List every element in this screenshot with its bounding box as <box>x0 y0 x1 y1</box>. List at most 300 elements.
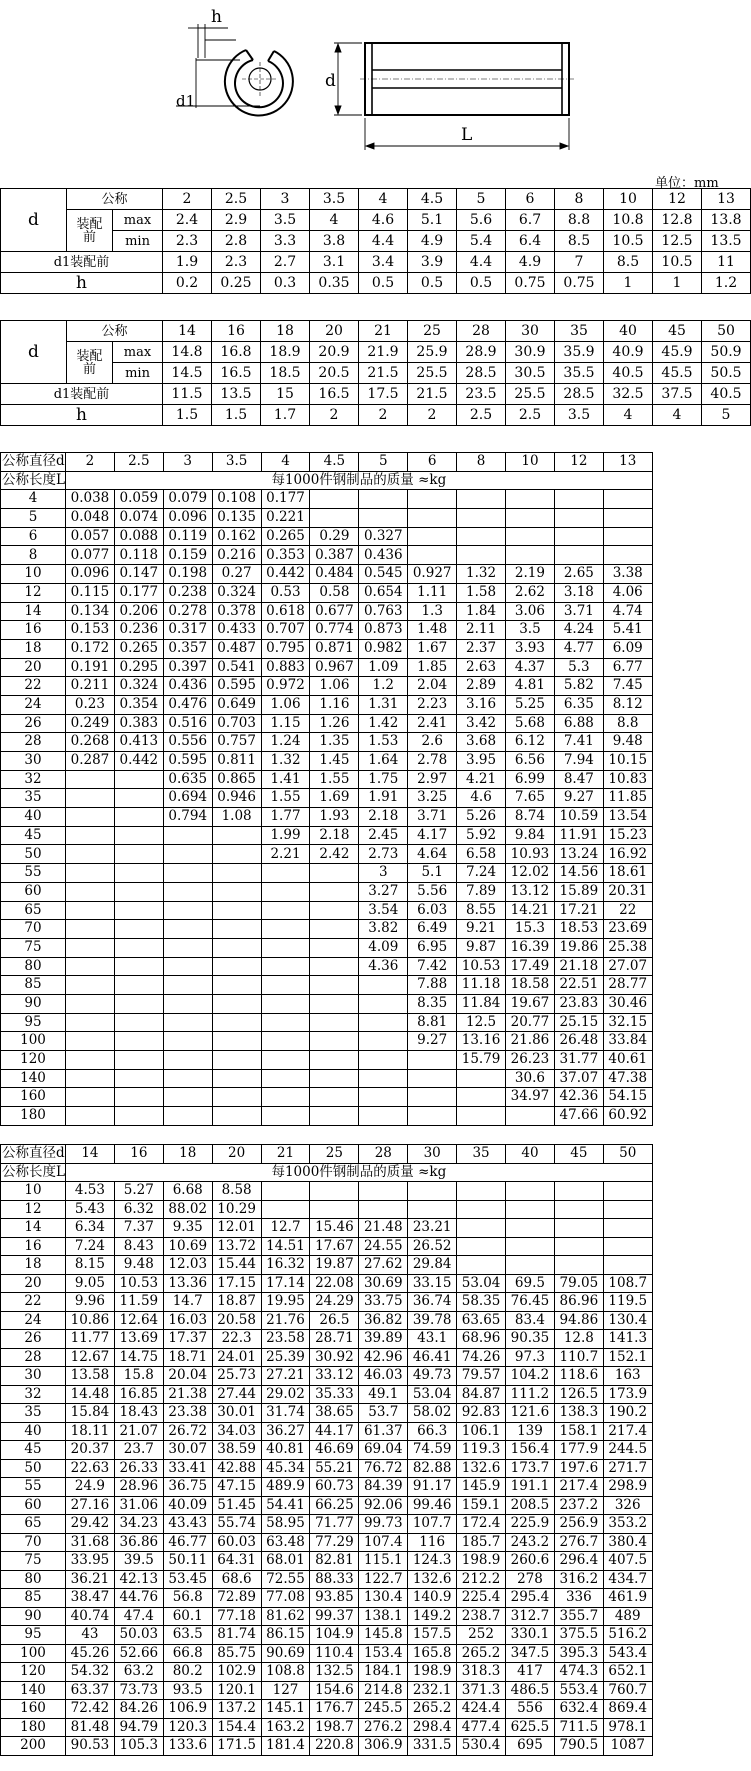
mass-cell: 60.92 <box>603 1107 652 1126</box>
mass-cell <box>554 509 603 528</box>
mass-cell: 15.46 <box>310 1219 359 1238</box>
mass-cell <box>163 1107 212 1126</box>
mass-cell <box>163 1013 212 1032</box>
mass-cell: 15.23 <box>603 826 652 845</box>
mass-cell: 10.15 <box>603 752 652 771</box>
mass-cell: 40.74 <box>66 1607 115 1626</box>
mass-cell: 296.4 <box>554 1552 603 1571</box>
mass-cell: 83.4 <box>506 1311 555 1330</box>
mass-cell: 13.72 <box>212 1237 261 1256</box>
mass-cell <box>603 490 652 509</box>
mass-cell: 0.354 <box>114 695 163 714</box>
label-h: h <box>211 7 222 27</box>
mass-cell <box>359 490 408 509</box>
mass-cell <box>212 1107 261 1126</box>
mass-cell: 19.87 <box>310 1256 359 1275</box>
mass-cell: 15.3 <box>506 920 555 939</box>
mass-cell: 1.53 <box>359 733 408 752</box>
nominal-value: 2.5 <box>212 189 261 210</box>
mass-cell <box>212 901 261 920</box>
mass-cell: 298.4 <box>408 1718 457 1737</box>
mass-cell <box>114 770 163 789</box>
length-cell: 20 <box>1 658 66 677</box>
length-cell: 16 <box>1 621 66 640</box>
table-row <box>1 695 653 714</box>
mass-cell: 33.15 <box>408 1274 457 1293</box>
mass-cell: 107.7 <box>408 1515 457 1534</box>
mass-cell: 6.34 <box>66 1219 115 1238</box>
mass-cell: 0.387 <box>310 546 359 565</box>
mass-cell: 0.927 <box>408 565 457 584</box>
mass-cell: 60.1 <box>163 1607 212 1626</box>
mass-cell: 84.26 <box>114 1700 163 1719</box>
table-row <box>1 1552 653 1571</box>
mass-cell: 18.58 <box>506 976 555 995</box>
mass-cell: 0.221 <box>261 509 310 528</box>
mass-cell <box>603 509 652 528</box>
mass-cell: 225.9 <box>506 1515 555 1534</box>
mass-cell <box>66 770 115 789</box>
mass-cell: 33.84 <box>603 1032 652 1051</box>
spec-table-2 <box>0 320 751 426</box>
mass-cell: 238.7 <box>457 1607 506 1626</box>
mass-cell: 8.35 <box>408 994 457 1013</box>
mass-cell: 19.67 <box>506 994 555 1013</box>
mass-cell <box>163 920 212 939</box>
h-value: 1.5 <box>212 405 261 426</box>
mass-cell <box>261 864 310 883</box>
mass-cell: 36.75 <box>163 1478 212 1497</box>
diameter-header: 40 <box>506 1145 555 1164</box>
mass-cell <box>212 1088 261 1107</box>
mass-cell <box>66 976 115 995</box>
h-value: 2.5 <box>457 405 506 426</box>
mass-cell <box>114 882 163 901</box>
mass-cell: 6.77 <box>603 658 652 677</box>
mass-cell: 217.4 <box>554 1478 603 1497</box>
mass-cell <box>506 1200 555 1219</box>
length-cell: 45 <box>1 1441 66 1460</box>
mass-cell <box>603 546 652 565</box>
table-row <box>1 882 653 901</box>
mass-cell: 0.53 <box>261 583 310 602</box>
mass-cell: 347.5 <box>506 1644 555 1663</box>
mass-cell: 46.41 <box>408 1348 457 1367</box>
mass-cell: 12.5 <box>457 1013 506 1032</box>
mass-cell: 72.89 <box>212 1589 261 1608</box>
mass-cell: 0.324 <box>212 583 261 602</box>
mass-cell <box>603 1219 652 1238</box>
mass-cell: 68.96 <box>457 1330 506 1349</box>
table-row <box>1 957 653 976</box>
mass-cell: 271.7 <box>603 1459 652 1478</box>
spec-row-max <box>1 342 751 363</box>
mass-cell <box>163 957 212 976</box>
mass-cell: 24.55 <box>359 1237 408 1256</box>
table-row <box>1 1404 653 1423</box>
mass-table-2 <box>0 1144 653 1756</box>
label-pre-assembly: 装配 前 <box>67 342 113 384</box>
table-row <box>1 1681 653 1700</box>
mass-cell: 477.4 <box>457 1718 506 1737</box>
length-cell: 22 <box>1 1293 66 1312</box>
diameter-header: 20 <box>212 1145 261 1164</box>
mass-cell <box>163 1088 212 1107</box>
mass-cell: 7.37 <box>114 1219 163 1238</box>
mass-cell: 8.47 <box>554 770 603 789</box>
mass-cell: 7.24 <box>66 1237 115 1256</box>
length-cell: 60 <box>1 882 66 901</box>
mass-cell: 298.9 <box>603 1478 652 1497</box>
mass-cell: 32.15 <box>603 1013 652 1032</box>
mass-cell: 11.18 <box>457 976 506 995</box>
mass-cell <box>66 826 115 845</box>
mass-cell: 63.5 <box>163 1626 212 1645</box>
table-row <box>1 994 653 1013</box>
mass-cell: 47.66 <box>554 1107 603 1126</box>
mass-cell: 21.86 <box>506 1032 555 1051</box>
mass-cell: 260.6 <box>506 1552 555 1571</box>
max-value: 8.8 <box>555 210 604 231</box>
mass-cell: 0.487 <box>212 639 261 658</box>
mass-cell: 17.14 <box>261 1274 310 1293</box>
mass-cell: 72.42 <box>66 1700 115 1719</box>
mass-cell <box>114 826 163 845</box>
h-value: 2.5 <box>506 405 555 426</box>
mass-cell <box>554 1219 603 1238</box>
mass-cell: 11.77 <box>66 1330 115 1349</box>
mass-cell: 0.58 <box>310 583 359 602</box>
mass-cell: 53.04 <box>408 1385 457 1404</box>
mass-cell <box>114 938 163 957</box>
length-cell: 95 <box>1 1626 66 1645</box>
mass-cell: 7.45 <box>603 677 652 696</box>
min-value: 3.8 <box>310 231 359 252</box>
h-value: 2 <box>408 405 457 426</box>
mass-cell: 0.038 <box>66 490 115 509</box>
length-cell: 16 <box>1 1237 66 1256</box>
min-value: 25.5 <box>408 363 457 384</box>
mass-cell: 1.06 <box>261 695 310 714</box>
mass-cell: 42.36 <box>554 1088 603 1107</box>
length-cell: 6 <box>1 527 66 546</box>
mass-cell: 138.3 <box>554 1404 603 1423</box>
mass-cell: 46.03 <box>359 1367 408 1386</box>
mass-cell <box>310 957 359 976</box>
mass-cell: 0.556 <box>163 733 212 752</box>
mass-cell: 122.7 <box>359 1570 408 1589</box>
mass-cell <box>310 901 359 920</box>
label-mass-per-1000: 每1000件钢制品的质量 ≈kg <box>66 471 653 490</box>
nominal-value: 3.5 <box>310 189 359 210</box>
mass-cell <box>163 901 212 920</box>
d1-value: 2.3 <box>212 252 261 273</box>
mass-cell <box>457 509 506 528</box>
mass-cell: 0.618 <box>261 602 310 621</box>
mass-cell: 40.61 <box>603 1051 652 1070</box>
mass-cell: 22.3 <box>212 1330 261 1349</box>
mass-cell: 530.4 <box>457 1737 506 1756</box>
mass-cell: 316.2 <box>554 1570 603 1589</box>
length-cell: 85 <box>1 1589 66 1608</box>
mass-cell: 49.1 <box>359 1385 408 1404</box>
mass-cell: 355.7 <box>554 1607 603 1626</box>
table-row <box>1 1422 653 1441</box>
mass-cell: 3.54 <box>359 901 408 920</box>
mass-cell: 212.2 <box>457 1570 506 1589</box>
table-row <box>1 527 653 546</box>
mass-cell: 92.83 <box>457 1404 506 1423</box>
mass-cell: 1.91 <box>359 789 408 808</box>
diameter-header: 8 <box>457 453 506 472</box>
mass-cell: 0.27 <box>212 565 261 584</box>
mass-cell: 46.77 <box>163 1533 212 1552</box>
mass-cell <box>163 882 212 901</box>
mass-cell: 0.442 <box>261 565 310 584</box>
length-cell: 22 <box>1 677 66 696</box>
length-cell: 8 <box>1 546 66 565</box>
nominal-value: 25 <box>408 321 457 342</box>
mass-cell: 3.68 <box>457 733 506 752</box>
mass-cell: 14.75 <box>114 1348 163 1367</box>
label-nominal: 公称 <box>67 321 163 342</box>
mass-cell <box>261 1107 310 1126</box>
mass-cell: 185.7 <box>457 1533 506 1552</box>
max-value: 12.8 <box>653 210 702 231</box>
mass-cell: 132.6 <box>408 1570 457 1589</box>
max-value: 20.9 <box>310 342 359 363</box>
mass-cell: 0.649 <box>212 695 261 714</box>
table-row <box>1 1107 653 1126</box>
mass-cell: 9.48 <box>114 1256 163 1275</box>
mass-cell: 76.45 <box>506 1293 555 1312</box>
mass-cell: 1.84 <box>457 602 506 621</box>
mass-cell: 0.436 <box>359 546 408 565</box>
mass-cell: 198.9 <box>457 1552 506 1571</box>
mass-cell <box>114 1013 163 1032</box>
mass-cell: 91.17 <box>408 1478 457 1497</box>
mass-cell <box>114 1069 163 1088</box>
mass-cell <box>603 1237 652 1256</box>
mass-cell: 2.97 <box>408 770 457 789</box>
mass-cell: 173.7 <box>506 1459 555 1478</box>
length-cell: 50 <box>1 845 66 864</box>
mass-cell: 3.42 <box>457 714 506 733</box>
mass-cell: 2.42 <box>310 845 359 864</box>
length-cell: 85 <box>1 976 66 995</box>
mass-cell: 0.972 <box>261 677 310 696</box>
mass-cell: 5.82 <box>554 677 603 696</box>
nominal-value: 45 <box>653 321 702 342</box>
table-row <box>1 602 653 621</box>
mass-cell <box>359 1088 408 1107</box>
h-dimension <box>188 24 236 58</box>
mass-cell: 156.4 <box>506 1441 555 1460</box>
mass-cell: 407.5 <box>603 1552 652 1571</box>
mass-cell: 395.3 <box>554 1644 603 1663</box>
mass-cell <box>261 1088 310 1107</box>
mass-cell: 36.86 <box>114 1533 163 1552</box>
mass-cell: 58.35 <box>457 1293 506 1312</box>
mass-cell: 14.51 <box>261 1237 310 1256</box>
mass-cell: 34.23 <box>114 1515 163 1534</box>
mass-cell: 55.21 <box>310 1459 359 1478</box>
mass-cell <box>66 882 115 901</box>
mass-cell <box>554 527 603 546</box>
mass-cell: 28.77 <box>603 976 652 995</box>
mass-cell <box>310 1069 359 1088</box>
mass-cell: 10.69 <box>163 1237 212 1256</box>
min-value: 28.5 <box>457 363 506 384</box>
max-value: 6.7 <box>506 210 555 231</box>
mass-cell: 2.78 <box>408 752 457 771</box>
mass-cell <box>212 938 261 957</box>
mass-cell: 0.238 <box>163 583 212 602</box>
length-cell: 12 <box>1 583 66 602</box>
mass-cell: 71.77 <box>310 1515 359 1534</box>
mass-cell: 30.6 <box>506 1069 555 1088</box>
nominal-value: 13 <box>702 189 751 210</box>
mass-cell: 20.04 <box>163 1367 212 1386</box>
mass-cell <box>310 882 359 901</box>
mass-cell: 19.86 <box>554 938 603 957</box>
mass-cell: 4.21 <box>457 770 506 789</box>
min-value: 40.5 <box>604 363 653 384</box>
mass-cell: 489 <box>603 1607 652 1626</box>
mass-cell <box>66 901 115 920</box>
mass-cell: 1.45 <box>310 752 359 771</box>
mass-cell: 9.21 <box>457 920 506 939</box>
mass-cell: 2.21 <box>261 845 310 864</box>
table-row <box>1 845 653 864</box>
mass-cell <box>310 509 359 528</box>
mass-cell: 8.15 <box>66 1256 115 1275</box>
mass-cell <box>408 1069 457 1088</box>
mass-cell: 0.287 <box>66 752 115 771</box>
mass-cell: 2.89 <box>457 677 506 696</box>
mass-cell: 28.71 <box>310 1330 359 1349</box>
mass-cell <box>310 1107 359 1126</box>
mass-cell: 49.73 <box>408 1367 457 1386</box>
mass-cell: 116 <box>408 1533 457 1552</box>
mass-cell: 23.7 <box>114 1441 163 1460</box>
mass-cell: 140.9 <box>408 1589 457 1608</box>
mass-cell: 1.26 <box>310 714 359 733</box>
mass-cell: 74.26 <box>457 1348 506 1367</box>
max-value: 13.8 <box>702 210 751 231</box>
mass-cell: 39.89 <box>359 1330 408 1349</box>
spec-table-1-body <box>1 189 751 294</box>
nominal-value: 10 <box>604 189 653 210</box>
mass-cell: 3 <box>359 864 408 883</box>
mass-cell <box>66 808 115 827</box>
length-cell: 30 <box>1 752 66 771</box>
mass-cell <box>163 1069 212 1088</box>
length-cell: 140 <box>1 1069 66 1088</box>
spec-row-nominal <box>1 321 751 342</box>
mass-cell: 77.18 <box>212 1607 261 1626</box>
mass-cell: 52.66 <box>114 1644 163 1663</box>
mass-cell: 3.71 <box>408 808 457 827</box>
length-cell: 35 <box>1 789 66 808</box>
mass-cell <box>408 1051 457 1070</box>
mass-subheader-row <box>1 1163 653 1182</box>
nominal-value: 2 <box>163 189 212 210</box>
mass-cell: 124.3 <box>408 1552 457 1571</box>
mass-cell: 9.84 <box>506 826 555 845</box>
mass-cell: 5.56 <box>408 882 457 901</box>
mass-cell <box>457 1237 506 1256</box>
mass-cell: 0.249 <box>66 714 115 733</box>
spec-row-d1 <box>1 252 751 273</box>
table-row <box>1 864 653 883</box>
mass-cell: 0.476 <box>163 695 212 714</box>
mass-cell <box>66 845 115 864</box>
mass-cell: 16.92 <box>603 845 652 864</box>
mass-cell: 30.69 <box>359 1274 408 1293</box>
mass-cell: 244.5 <box>603 1441 652 1460</box>
mass-cell: 24.9 <box>66 1478 115 1497</box>
mass-cell <box>457 527 506 546</box>
mass-cell: 220.8 <box>310 1737 359 1756</box>
label-d: d <box>1 189 67 252</box>
mass-cell: 0.436 <box>163 677 212 696</box>
min-value: 18.5 <box>261 363 310 384</box>
h-value: 0.75 <box>555 273 604 294</box>
mass-cell <box>66 994 115 1013</box>
mass-cell: 695 <box>506 1737 555 1756</box>
max-value: 18.9 <box>261 342 310 363</box>
mass-cell <box>66 864 115 883</box>
mass-cell: 17.67 <box>310 1237 359 1256</box>
length-cell: 180 <box>1 1107 66 1126</box>
max-value: 25.9 <box>408 342 457 363</box>
mass-cell: 20.77 <box>506 1013 555 1032</box>
mass-cell: 132.5 <box>310 1663 359 1682</box>
mass-cell <box>114 976 163 995</box>
min-value: 4.4 <box>359 231 408 252</box>
max-value: 5.1 <box>408 210 457 231</box>
mass-cell: 66.3 <box>408 1422 457 1441</box>
mass-cell: 191.1 <box>506 1478 555 1497</box>
mass-cell: 10.93 <box>506 845 555 864</box>
mass-cell: 1.55 <box>310 770 359 789</box>
h-value: 0.5 <box>408 273 457 294</box>
mass-cell <box>457 1200 506 1219</box>
mass-cell: 1087 <box>603 1737 652 1756</box>
length-cell: 20 <box>1 1274 66 1293</box>
mass-cell: 486.5 <box>506 1681 555 1700</box>
diameter-header: 2 <box>66 453 115 472</box>
mass-cell: 21.07 <box>114 1422 163 1441</box>
mass-cell: 1.16 <box>310 695 359 714</box>
mass-cell <box>212 864 261 883</box>
length-cell: 30 <box>1 1367 66 1386</box>
mass-cell: 4.53 <box>66 1182 115 1201</box>
table-row <box>1 1051 653 1070</box>
mass-cell: 12.67 <box>66 1348 115 1367</box>
mass-cell: 25.15 <box>554 1013 603 1032</box>
mass-cell: 7.89 <box>457 882 506 901</box>
mass-cell: 40.09 <box>163 1496 212 1515</box>
table-row <box>1 1069 653 1088</box>
length-cell: 26 <box>1 714 66 733</box>
mass-cell: 489.9 <box>261 1478 310 1497</box>
mass-cell: 145.9 <box>457 1478 506 1497</box>
mass-cell: 265.2 <box>408 1700 457 1719</box>
diameter-header: 16 <box>114 1145 163 1164</box>
length-cell: 60 <box>1 1496 66 1515</box>
